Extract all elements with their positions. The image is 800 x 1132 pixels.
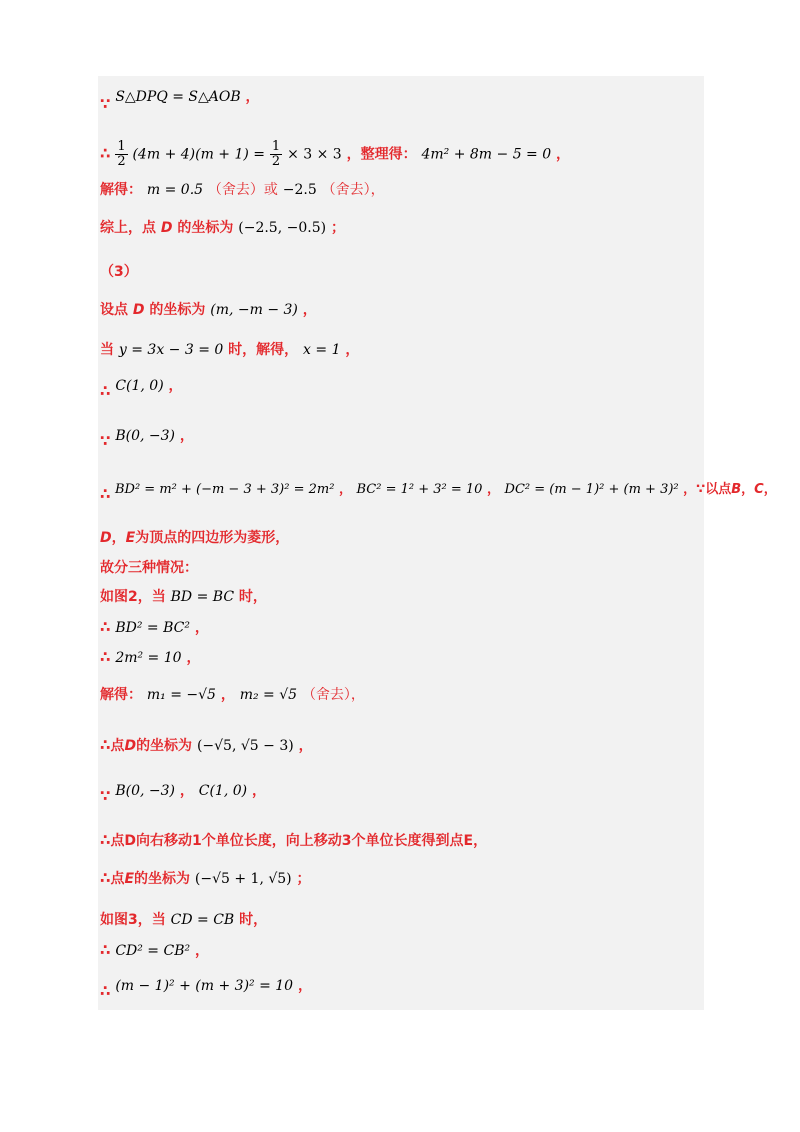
text: 点D向右移动1个单位长度，向上移动3个单位长度得到点E， (110, 833, 488, 849)
punct: ， (741, 482, 755, 497)
punct: ， (298, 738, 313, 754)
line-12 (100, 558, 198, 578)
punct: ， (763, 482, 777, 497)
text: 综上，点 (100, 220, 156, 236)
math: m₁ = −√5 (146, 687, 216, 703)
therefore-symbol: ∴ (100, 831, 111, 849)
math: y = 3x − 3 = 0 (118, 342, 224, 358)
punct: ； (330, 220, 345, 236)
because-symbol: ∵ (100, 95, 111, 113)
fraction-half (115, 140, 127, 169)
text: 的坐标为 (136, 738, 193, 754)
text: 设点 (100, 302, 128, 318)
text: ，∵以点 (683, 482, 732, 497)
therefore-symbol: ∴ (100, 941, 111, 959)
text: ，整理得： (346, 146, 417, 163)
section-label: （3） (100, 264, 138, 280)
var: E (124, 871, 135, 887)
line-18 (100, 780, 266, 805)
math: C(1, 0) (198, 783, 248, 799)
therefore-symbol: ∴ (100, 618, 111, 636)
math: CD² = CB² (115, 943, 191, 959)
punct: ， (186, 650, 201, 666)
line-5 (100, 262, 138, 282)
therefore-symbol: ∴ (100, 485, 111, 503)
text: 解得： (100, 687, 142, 703)
math: x = 1 (303, 342, 341, 358)
text: 故分三种情况： (100, 560, 198, 576)
punct: ， (179, 428, 194, 444)
math: CD = CB (170, 912, 235, 928)
line-3 (100, 180, 385, 200)
math: m₂ = √5 (239, 687, 298, 703)
math: C(1, 0) (115, 378, 164, 394)
punct: ， (168, 378, 183, 394)
text: 的坐标为 (149, 302, 206, 318)
var: E (125, 530, 136, 546)
math: BD² = m² + (−m − 3 + 3)² = 2m² (114, 482, 335, 497)
line-13 (100, 587, 267, 607)
line-6 (100, 300, 317, 320)
math: B(0, −3) (115, 783, 175, 799)
text: 点 (110, 738, 125, 754)
text: 时， (238, 589, 267, 605)
line-8 (100, 375, 183, 400)
text: 为顶点的四边形为菱形， (135, 530, 290, 546)
line-1 (100, 86, 260, 113)
var: B (731, 482, 742, 497)
math: 4m² + 8m − 5 = 0 (421, 146, 552, 163)
text: 的坐标为 (177, 220, 234, 236)
punct: ， (338, 482, 352, 497)
line-9 (100, 425, 194, 450)
line-15 (100, 647, 200, 668)
fraction-numerator: 1 (117, 139, 126, 154)
math: (−2.5, −0.5) (238, 220, 327, 236)
line-14 (100, 617, 209, 638)
line-22 (100, 940, 209, 961)
math: (−√5, √5 − 3) (196, 738, 294, 754)
therefore-symbol: ∴ (100, 144, 111, 163)
math: BD² = BC² (115, 620, 190, 636)
text: 当 (100, 342, 114, 358)
fraction-denominator: 2 (117, 154, 126, 169)
math: BD = BC (170, 589, 235, 605)
fraction-denominator: 2 (271, 154, 281, 169)
because-symbol: ∵ (100, 432, 111, 450)
math: DC² = (m − 1)² + (m + 3)² (504, 482, 679, 497)
punct: ， (111, 530, 126, 546)
text: 解得： (100, 182, 142, 198)
punct: ； (296, 871, 311, 887)
math: S△DPQ = S△AOB (115, 89, 241, 105)
punct: ， (556, 146, 571, 163)
punct: ， (194, 620, 209, 636)
var: C (754, 482, 764, 497)
math: (4m + 4)(m + 1) = (132, 146, 266, 163)
line-20 (100, 868, 311, 889)
line-17 (100, 735, 313, 756)
math: (m − 1)² + (m + 3)² = 10 (115, 978, 294, 994)
line-19 (100, 830, 487, 851)
line-4 (100, 218, 345, 238)
punct: ， (251, 783, 266, 799)
line-23 (100, 975, 312, 1000)
punct: ， (179, 783, 194, 799)
line-11 (100, 528, 289, 548)
text: （舍去）， (301, 687, 365, 703)
math: 2m² = 10 (115, 650, 182, 666)
punct: ， (194, 943, 209, 959)
fraction-half (270, 140, 282, 169)
var: D (124, 738, 137, 754)
line-2 (100, 140, 570, 169)
because-symbol: ∵ (100, 787, 111, 805)
math: × 3 × 3 (287, 146, 342, 163)
line-10 (100, 478, 777, 503)
line-16 (100, 685, 365, 705)
math: −2.5 (282, 182, 317, 198)
text: （舍去）， (321, 182, 385, 198)
var: D (132, 302, 145, 318)
var: D (160, 220, 173, 236)
text: 时，解得， (228, 342, 299, 358)
math: m = 0.5 (146, 182, 204, 198)
therefore-symbol: ∴ (100, 982, 111, 1000)
fraction-numerator: 1 (271, 139, 281, 154)
line-7 (100, 340, 359, 360)
text: 的坐标为 (134, 871, 191, 887)
punct: ， (245, 89, 260, 105)
text: 点 (110, 871, 125, 887)
punct: ， (297, 978, 312, 994)
math: BC² = 1² + 3² = 10 (356, 482, 483, 497)
math: B(0, −3) (115, 428, 175, 444)
punct: ， (220, 687, 235, 703)
punct: ， (345, 342, 360, 358)
line-21 (100, 910, 267, 930)
math: (−√5 + 1, √5) (194, 871, 292, 887)
therefore-symbol: ∴ (100, 382, 111, 400)
therefore-symbol: ∴ (100, 648, 111, 666)
text: 如图3，当 (100, 912, 166, 928)
punct: ， (486, 482, 500, 497)
punct: ， (302, 302, 317, 318)
therefore-symbol: ∴ (100, 869, 111, 887)
text: 时， (239, 912, 268, 928)
var: D (100, 530, 112, 546)
math: (m, −m − 3) (210, 302, 298, 318)
text: （舍去）或 (207, 182, 278, 198)
text: 如图2，当 (100, 589, 166, 605)
therefore-symbol: ∴ (100, 736, 111, 754)
